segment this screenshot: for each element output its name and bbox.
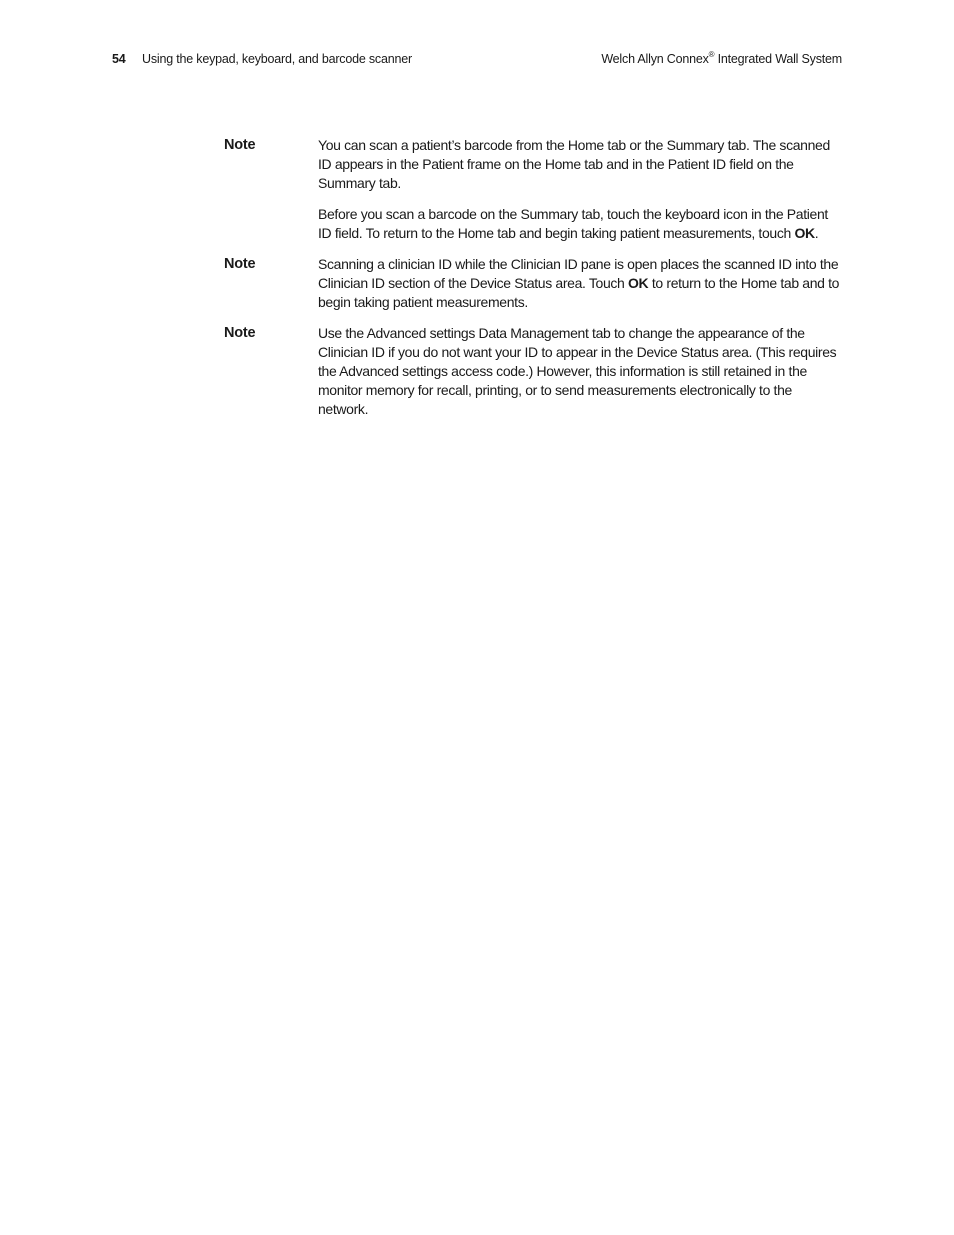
note-body (318, 255, 842, 312)
note-paragraph (318, 205, 842, 243)
paragraph-text: Scanning a clinician ID while the Clinician ID pane is open places the scanned ID into the Clinician ID section of the Device Status area. Touch (318, 256, 839, 291)
registered-mark: ® (708, 50, 715, 59)
header-left (112, 52, 412, 66)
header-right (601, 52, 842, 66)
paragraph-text: . (814, 225, 819, 241)
note-paragraph: You can scan a patient’s barcode from the Home tab or the Summary tab. The scanned ID appears in the Patient frame on the Home tab and in the Patient ID field on the Summary tab. (318, 137, 830, 191)
ok-button-reference: OK (794, 225, 815, 241)
note-body (318, 136, 842, 243)
section-title: Using the keypad, keyboard, and barcode scanner (142, 52, 412, 66)
note-3 (224, 324, 842, 419)
note-paragraph: Use the Advanced settings Data Management tab to change the appearance of the Clinician ID if you do not want your ID to appear in the Device Status area. (This requires the Advanced settings access code.) However, this information is still retained in the monitor memory for recall, printing, or to send measurements electronically to the network. (318, 325, 837, 417)
note-2 (224, 255, 842, 312)
note-body (318, 324, 842, 419)
note-1 (224, 136, 842, 243)
note-label: Note (224, 256, 256, 272)
ok-button-reference: OK (628, 275, 649, 291)
page-number: 54 (112, 52, 126, 66)
product-suffix: Integrated Wall System (714, 52, 842, 66)
note-label: Note (224, 137, 256, 153)
note-paragraph (318, 255, 842, 312)
page-header (112, 52, 842, 70)
paragraph-text: Before you scan a barcode on the Summary tab, touch the keyboard icon in the Patient ID field. To return to the Home tab and begin taking patient measurements, touch (318, 206, 828, 241)
paragraph-text: to return to the Home tab and to begin taking patient measurements. (318, 275, 840, 310)
product-name: Welch Allyn Connex (601, 52, 709, 66)
note-label: Note (224, 325, 256, 341)
notes-section (224, 136, 842, 431)
